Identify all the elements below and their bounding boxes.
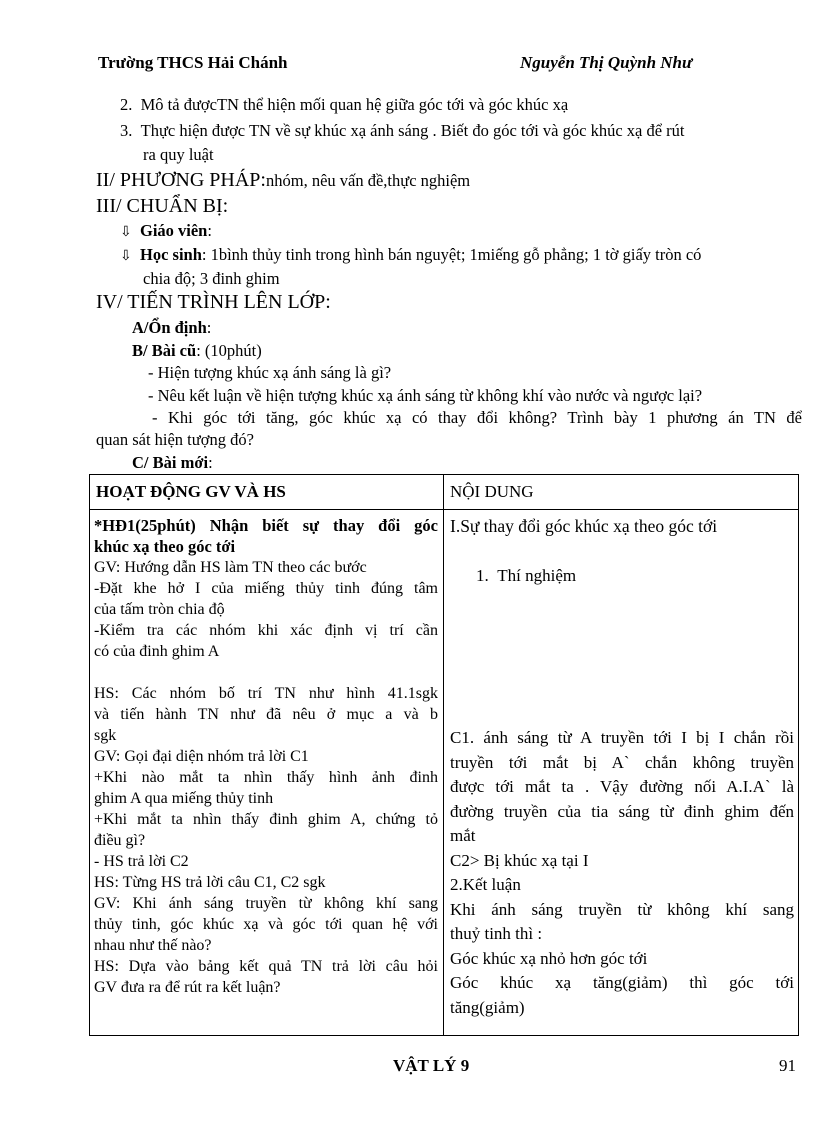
activity-line: GV: Khi ánh sáng truyền từ không khí sang	[94, 895, 438, 912]
procedure-b-time: : (10phút)	[196, 341, 262, 360]
activity-line: - HS trả lời C2	[94, 853, 189, 870]
content-line: tăng(giảm)	[450, 997, 525, 1017]
objective-3-text-cont: ra quy luật	[143, 145, 214, 164]
activity-title: *HĐ1(25phút) Nhận biết sự thay đổi góc	[94, 516, 438, 535]
old-lesson-question-1: - Hiện tượng khúc xạ ánh sáng là gì?	[148, 363, 392, 382]
content-line: Khi ánh sáng truyền từ không khí sang	[450, 899, 794, 919]
content-line: mắt	[450, 826, 476, 845]
activity-line: HS: Các nhóm bố trí TN như hình 41.1sgk	[94, 685, 438, 702]
content-subheading-1	[476, 564, 816, 589]
activity-line: GV đưa ra để rút ra kết luận?	[94, 979, 281, 996]
table-header-row	[90, 475, 799, 510]
activity-line: -Kiểm tra các nhóm khi xác định vị trí cần	[94, 622, 438, 639]
content-line: được tới mắt ta . Vậy đường nối A.I.A` là	[450, 777, 794, 796]
content-line: Góc khúc xạ tăng(giảm) thì góc tới	[450, 973, 794, 992]
section-methods-text: nhóm, nêu vấn đề,thực nghiệm	[265, 171, 471, 190]
procedure-a-label: A/Ổn định	[132, 318, 207, 337]
section-methods-title: II/ PHƯƠNG PHÁP:	[96, 169, 266, 191]
prep-student	[120, 244, 701, 267]
content-line: Góc khúc xạ nhỏ hơn góc tới	[450, 948, 648, 968]
content-line: thuỷ tinh thì :	[450, 924, 543, 943]
procedure-a-colon: :	[206, 318, 212, 337]
procedure-a	[132, 317, 211, 339]
objective-3-number: 3.	[120, 121, 133, 140]
activity-line: +Khi mắt ta nhìn thấy đinh ghim A, chứng tỏ	[94, 811, 438, 828]
prep-student-label: Học sinh	[139, 245, 202, 264]
procedure-b-label: B/ Bài cũ	[132, 341, 197, 360]
procedure-c-label: C/ Bài mới	[132, 453, 209, 472]
content-subheading-1-text: Thí nghiệm	[497, 566, 577, 585]
procedure-c-colon: :	[208, 453, 213, 472]
old-lesson-question-3: - Khi góc tới tăng, góc khúc xạ có thay đổi không? Trình bày 1 phương án TN để	[152, 408, 802, 427]
objective-3	[120, 120, 685, 142]
content-line: 2.Kết luận	[450, 875, 521, 894]
col-content-header: NỘI DUNG	[444, 475, 799, 510]
prep-student-text: : 1bình thủy tinh trong hình bán nguyệt; 1miếng gỗ phẳng; 1 tờ giấy tròn có	[201, 245, 702, 264]
activity-line: của tấm tròn chia độ	[94, 601, 225, 618]
section-procedure-title: IV/ TIẾN TRÌNH LÊN LỚP:	[96, 291, 331, 313]
table-row	[90, 510, 799, 1036]
page-number: 91	[779, 1056, 796, 1075]
lesson-table	[89, 474, 799, 1036]
activity-line: sgk	[94, 727, 117, 744]
objective-3-text: Thực hiện được TN về sự khúc xạ ánh sáng . Biết đo góc tới và góc khúc xạ để rút	[140, 121, 685, 140]
content-line: truyền tới mắt bị A` chắn không truyền	[450, 752, 794, 772]
author-name: Nguyễn Thị Quỳnh Như	[520, 53, 693, 72]
activity-line: điều gì?	[94, 832, 146, 849]
activity-line: +Khi nào mắt ta nhìn thấy hình ảnh đinh	[94, 769, 438, 786]
procedure-c	[132, 452, 213, 474]
activity-line: thủy tinh, góc khúc xạ và góc tới quan hệ với	[94, 916, 438, 933]
activities-cell	[90, 510, 444, 1036]
content-heading: I.Sự thay đổi góc khúc xạ theo góc tới	[450, 516, 718, 536]
prep-student-text-cont: chia độ; 3 đinh ghim	[143, 269, 280, 288]
footer-subject: VẬT LÝ 9	[393, 1056, 470, 1075]
content-line: C2> Bị khúc xạ tại I	[450, 850, 589, 870]
col-activities-header: HOẠT ĐỘNG GV VÀ HS	[90, 475, 444, 510]
activity-line: và tiến hành TN như đã nêu ở mục a và b	[94, 706, 438, 723]
objective-2	[120, 94, 568, 116]
content-line: C1. ánh sáng từ A truyền tới I bị I chắn rồi	[450, 728, 794, 747]
content-line: đường truyền của tia sáng từ đinh ghim đến	[450, 801, 794, 821]
prep-teacher-colon: :	[207, 221, 212, 240]
section-preparation-title: III/ CHUẨN BỊ:	[96, 195, 229, 217]
activity-title-cont: khúc xạ theo góc tới	[94, 537, 236, 556]
prep-teacher	[120, 220, 212, 243]
old-lesson-question-3-cont: quan sát hiện tượng đó?	[96, 430, 254, 449]
objective-2-number: 2.	[120, 95, 133, 114]
down-arrow-icon: ⇩	[120, 224, 132, 240]
prep-teacher-label: Giáo viên	[139, 221, 208, 240]
down-arrow-icon: ⇩	[120, 248, 132, 264]
old-lesson-question-2: - Nêu kết luận về hiện tượng khúc xạ ánh sáng từ không khí vào nước và ngược lại?	[148, 386, 703, 405]
objective-2-text: Mô tả đượcTN thể hiện mối quan hệ giữa góc tới và góc khúc xạ	[140, 95, 569, 114]
procedure-b	[132, 340, 262, 362]
content-cell	[444, 510, 799, 1036]
activity-line: -Đặt khe hở I của miếng thủy tinh đúng tâm	[94, 580, 438, 597]
activity-line: ghim A qua miếng thủy tinh	[94, 790, 274, 807]
activity-line: GV: Hướng dẫn HS làm TN theo các bước	[94, 559, 367, 576]
activity-line: có của đinh ghim A	[94, 643, 220, 660]
activity-line: GV: Gọi đại diện nhóm trả lời C1	[94, 748, 309, 765]
activity-line: HS: Từng HS trả lời câu C1, C2 sgk	[94, 874, 326, 891]
section-methods	[96, 169, 470, 192]
school-name: Trường THCS Hải Chánh	[98, 53, 288, 72]
content-subheading-1-number: 1.	[476, 566, 489, 585]
activity-line: nhau như thế nào?	[94, 937, 212, 954]
activity-line: HS: Dựa vào bảng kết quả TN trả lời câu hỏi	[94, 958, 438, 975]
